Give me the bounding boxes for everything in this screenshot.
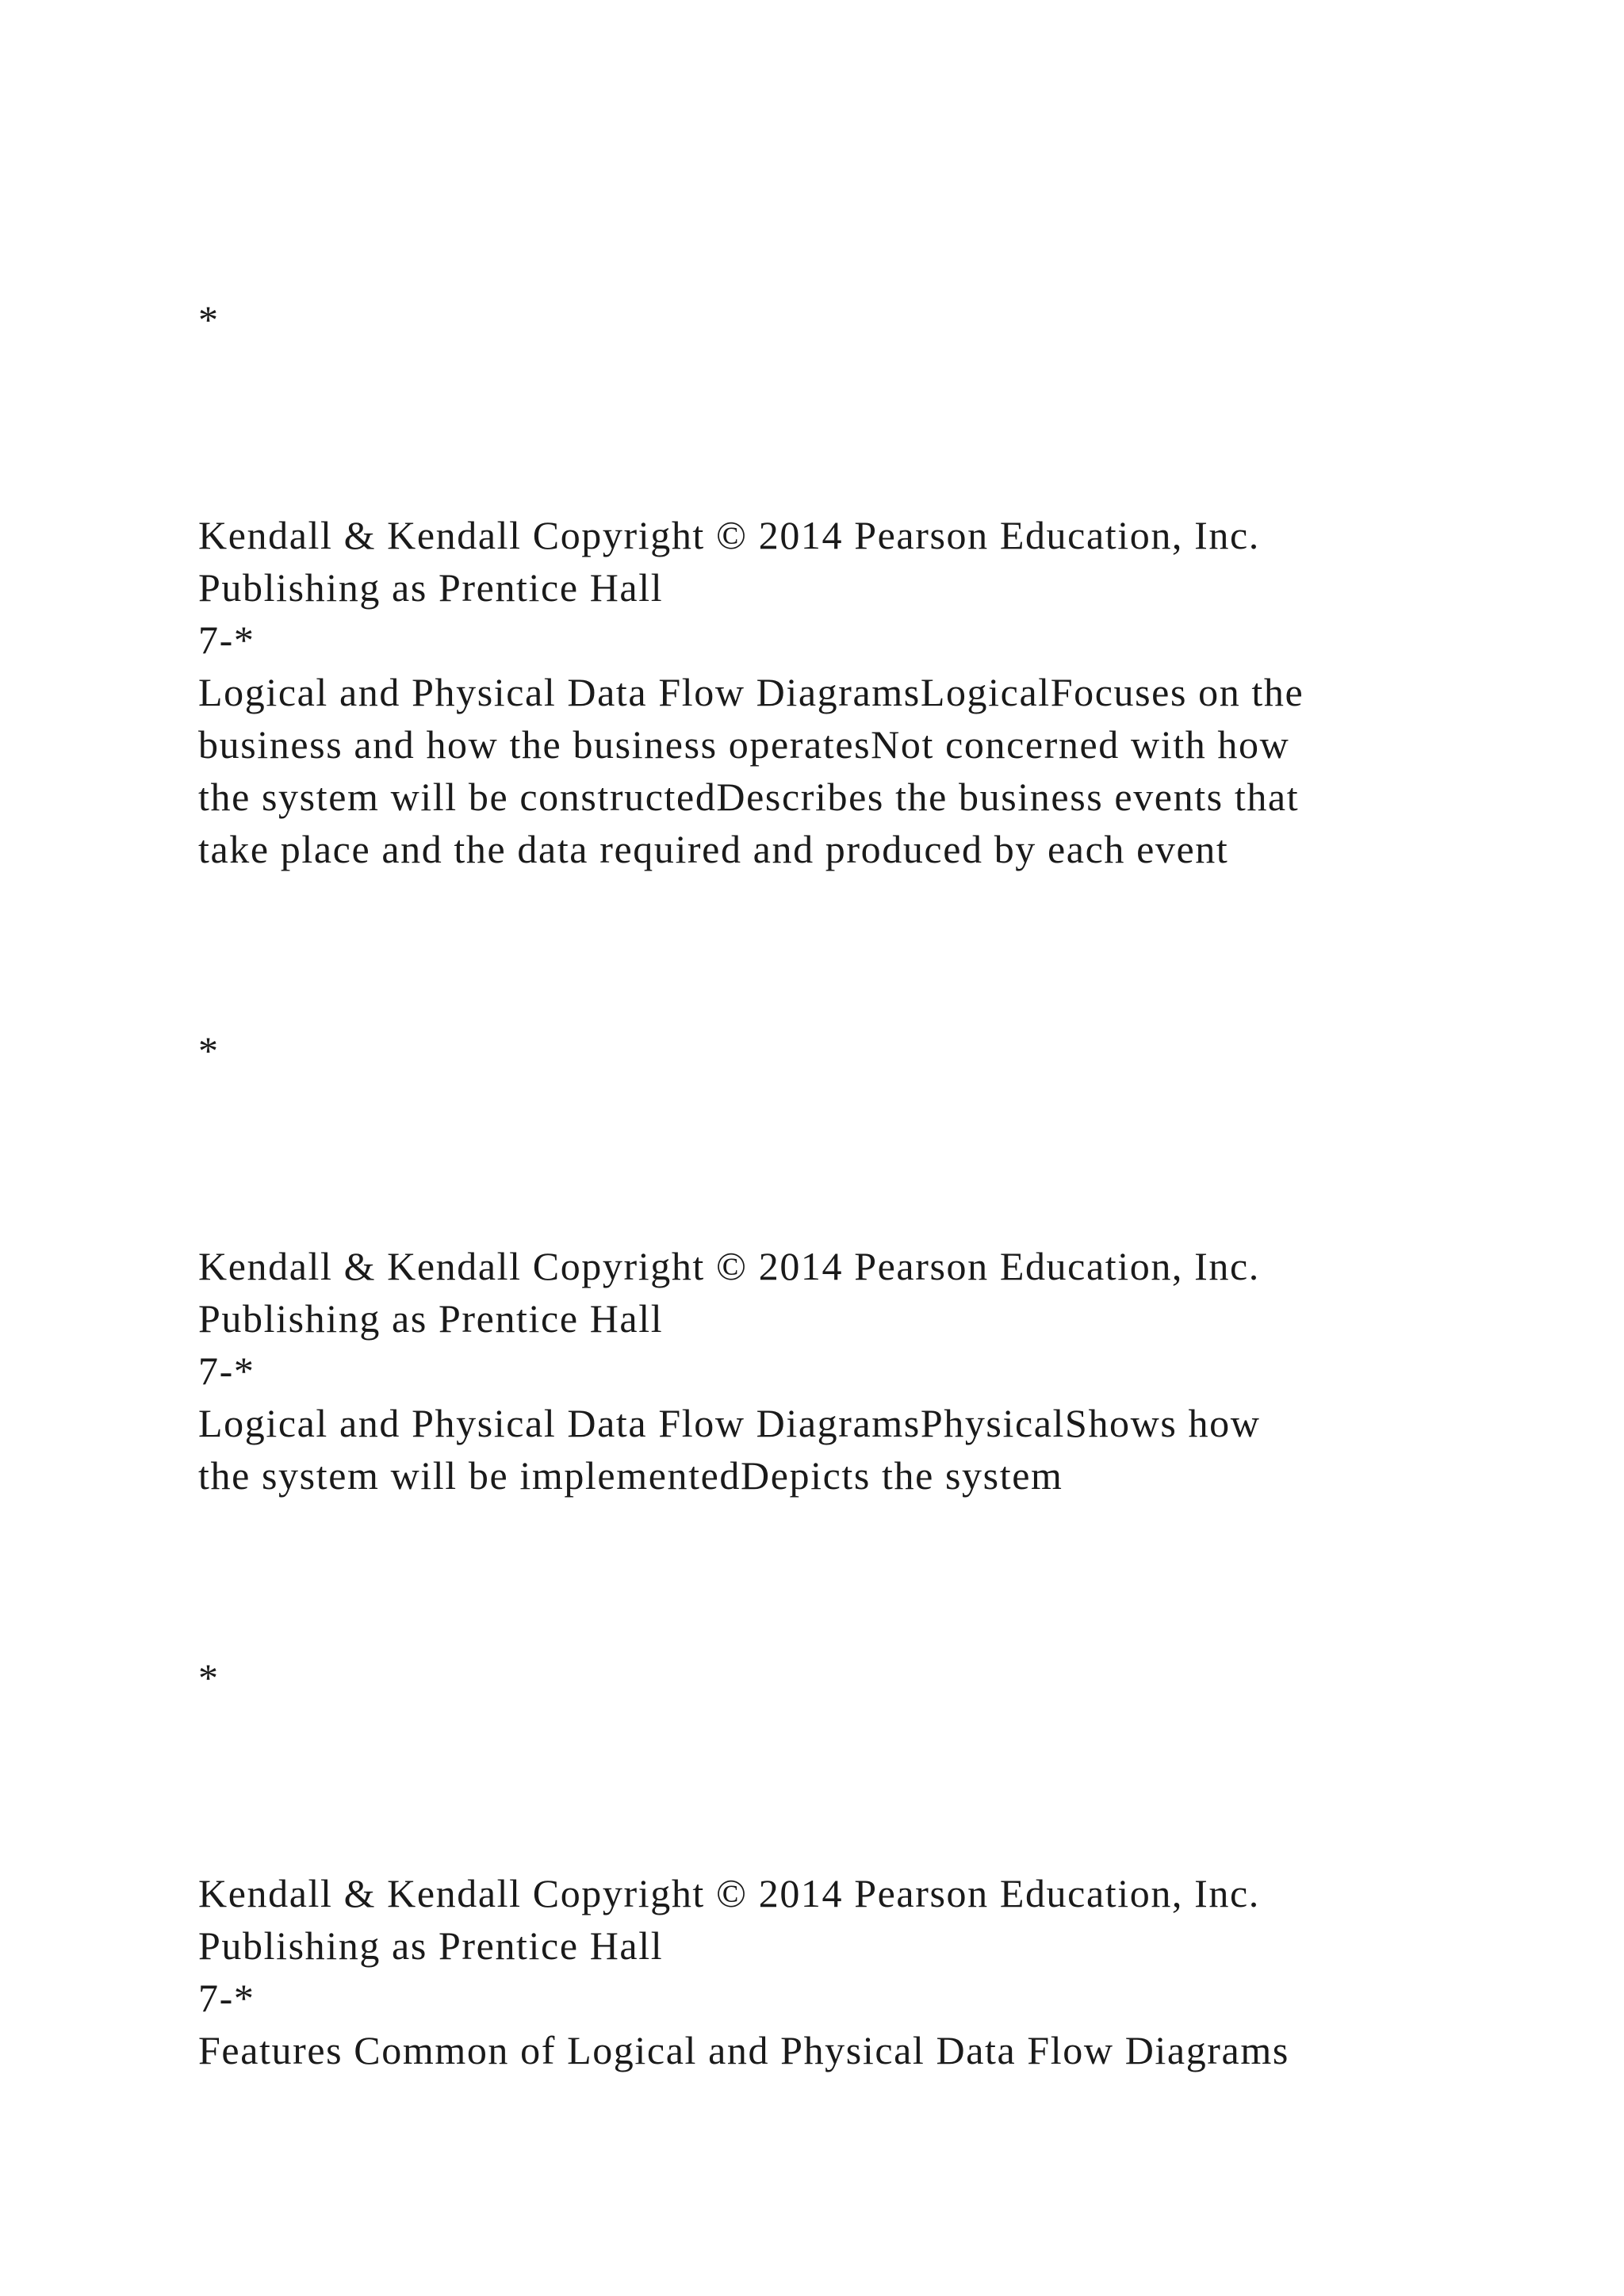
slide-number: 7-* xyxy=(198,1349,255,1393)
body-line: Logical and Physical Data Flow DiagramsLogicalFocuses on the xyxy=(198,670,1304,714)
body-line: the system will be implementedDepicts the system xyxy=(198,1453,1063,1498)
separator-asterisk: * xyxy=(198,1655,220,1700)
body-line: take place and the data required and produced by each event xyxy=(198,827,1229,871)
body-line: business and how the business operatesNot concerned with how xyxy=(198,722,1290,767)
copyright-header-line1: Kendall & Kendall Copyright © 2014 Pearson Education, Inc. xyxy=(198,513,1260,557)
separator-asterisk: * xyxy=(198,1028,220,1073)
copyright-header-line1: Kendall & Kendall Copyright © 2014 Pearson Education, Inc. xyxy=(198,1244,1260,1288)
copyright-header-line2: Publishing as Prentice Hall xyxy=(198,1923,664,1968)
body-line: Logical and Physical Data Flow DiagramsPhysicalShows how xyxy=(198,1401,1261,1445)
copyright-header-line1: Kendall & Kendall Copyright © 2014 Pearson Education, Inc. xyxy=(198,1871,1260,1915)
separator-asterisk: * xyxy=(198,297,220,342)
slide-number: 7-* xyxy=(198,618,255,662)
copyright-header-line2: Publishing as Prentice Hall xyxy=(198,565,664,610)
body-line: Features Common of Logical and Physical Data Flow Diagrams xyxy=(198,2028,1289,2072)
copyright-header-line2: Publishing as Prentice Hall xyxy=(198,1296,664,1341)
slide-number: 7-* xyxy=(198,1976,255,2020)
body-line: the system will be constructedDescribes the business events that xyxy=(198,775,1300,819)
